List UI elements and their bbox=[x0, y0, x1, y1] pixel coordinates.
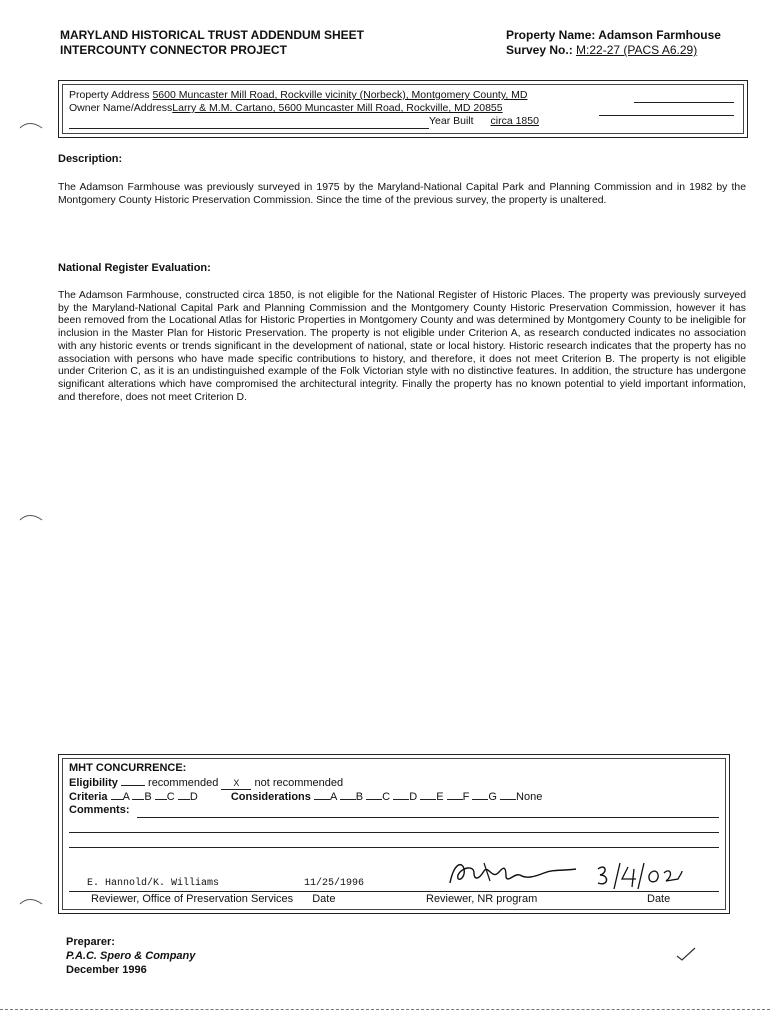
consideration-blank-d bbox=[393, 789, 409, 800]
preparer-company: P.A.C. Spero & Company bbox=[66, 950, 196, 962]
consideration-d: D bbox=[409, 791, 418, 803]
reviewer2-date-caption: Date bbox=[647, 893, 671, 905]
binding-mark-icon bbox=[18, 512, 46, 522]
year-value: circa 1850 bbox=[490, 115, 539, 127]
preparer-label: Preparer: bbox=[66, 936, 115, 948]
address-box bbox=[58, 80, 748, 138]
criteria-d: D bbox=[189, 791, 198, 803]
evaluation-heading: National Register Evaluation: bbox=[58, 262, 211, 274]
criteria-b: B bbox=[144, 791, 152, 803]
consideration-blank-a bbox=[314, 789, 330, 800]
owner-row bbox=[69, 102, 503, 115]
none-label: None bbox=[516, 791, 543, 803]
criteria-label: Criteria bbox=[69, 791, 108, 803]
comments-line-1 bbox=[137, 817, 719, 818]
concurrence-heading: MHT CONCURRENCE: bbox=[69, 762, 187, 774]
preparer-block bbox=[66, 935, 195, 977]
signature-line bbox=[69, 891, 719, 892]
consideration-blank-g bbox=[472, 789, 488, 800]
evaluation-text: The Adamson Farmhouse, constructed circa 1850, is not eligible for the National Register of Historic Places. The property was previously surveyed by the Maryland-National Capital Park and Planning Commission and the Montgomery County Historic Preservation Commission, however it has been removed from the Locational Atlas for Historic Properties in Montgomery County and was determined by Montgomery County to be ineligible for inclusion in the Master Plan for Historic Preservation. The property is not eligible under Criterion A, as research conducted indicates no association with any historic events or trends significant in the development of national, state or local history. Historic research indicates that the property has no association with persons who have made specific contributions to history, and therefore, it does not meet Criterion B. The property is not eligible under Criterion C, as it is an undistinguished example of the Folk Victorian style with no distinctive features. In addition, the structure has undergone significant alterations which have compromised the architectural integrity. Finally the property has no known potential to yield important information, and therefore, does not meet Criterion D. bbox=[58, 290, 746, 403]
criteria-blank-a bbox=[111, 789, 123, 800]
year-leading-line bbox=[69, 128, 429, 129]
criteria-a: A bbox=[122, 791, 130, 803]
owner-value: Larry & M.M. Cartano, 5600 Muncaster Mill Road, Rockville, MD 20855 bbox=[172, 102, 503, 114]
reviewer2-handwritten-date bbox=[594, 859, 684, 891]
property-name-row bbox=[506, 28, 721, 43]
address-value: 5600 Muncaster Mill Road, Rockville vicinity (Norbeck), Montgomery County, MD bbox=[152, 89, 528, 101]
eligibility-row bbox=[69, 775, 343, 790]
header-title-line1: MARYLAND HISTORICAL TRUST ADDENDUM SHEET bbox=[60, 28, 365, 42]
comments-line-3 bbox=[69, 847, 719, 848]
consideration-b: B bbox=[355, 791, 364, 803]
none-blank bbox=[500, 789, 516, 800]
not-recommended-mark: X bbox=[221, 779, 251, 790]
not-recommended-label: not recommended bbox=[254, 777, 344, 789]
year-row bbox=[429, 115, 553, 128]
consideration-c: C bbox=[382, 791, 391, 803]
property-name: Adamson Farmhouse bbox=[598, 28, 721, 42]
year-label: Year Built bbox=[429, 115, 474, 127]
survey-label: Survey No.: bbox=[506, 43, 573, 57]
description-heading: Description: bbox=[58, 153, 123, 165]
address-label: Property Address bbox=[69, 89, 150, 101]
binding-mark-icon bbox=[18, 120, 46, 130]
reviewer2-signature bbox=[444, 857, 584, 891]
consideration-blank-c bbox=[366, 789, 382, 800]
reviewer1-date-caption: Date bbox=[312, 893, 336, 905]
consideration-blank-b bbox=[340, 789, 356, 800]
criteria-blank-d bbox=[178, 789, 190, 800]
criteria-row bbox=[69, 789, 542, 803]
comments-label: Comments: bbox=[69, 804, 130, 816]
concurrence-box bbox=[58, 754, 730, 914]
description-text: The Adamson Farmhouse was previously surveyed in 1975 by the Maryland-National Capital Park and Planning Commission and in 1982 by the Montgomery County Historic Preservation Commission. Since the time of the previous survey, the property is unaltered. bbox=[58, 182, 746, 206]
reviewer1-date: 11/25/1996 bbox=[304, 878, 365, 889]
criteria-c: C bbox=[166, 791, 175, 803]
reviewer1-caption: Reviewer, Office of Preservation Services bbox=[91, 893, 294, 905]
header-title bbox=[60, 28, 364, 58]
consideration-blank-f bbox=[447, 789, 463, 800]
consideration-a: A bbox=[329, 791, 337, 803]
header-title-line2: INTERCOUNTY CONNECTOR PROJECT bbox=[60, 43, 287, 57]
criteria-blank-c bbox=[155, 789, 167, 800]
consideration-e: E bbox=[436, 791, 444, 803]
recommended-label: recommended bbox=[148, 777, 219, 789]
binding-mark-icon bbox=[18, 896, 46, 906]
reviewer1-name: E. Hannold/K. Williams bbox=[87, 878, 220, 889]
check-mark-icon bbox=[675, 946, 697, 962]
header-property bbox=[506, 28, 721, 58]
consideration-f: F bbox=[462, 791, 470, 803]
eligibility-label: Eligibility bbox=[69, 777, 118, 789]
property-name-label: Property Name: bbox=[506, 28, 596, 42]
survey-row bbox=[506, 43, 721, 58]
owner-label: Owner Name/Address bbox=[69, 102, 173, 114]
consideration-blank-e bbox=[420, 789, 436, 800]
owner-line bbox=[599, 115, 734, 116]
preparer-date: December 1996 bbox=[66, 964, 147, 976]
comments-line-2 bbox=[69, 832, 719, 833]
criteria-blank-b bbox=[132, 789, 144, 800]
survey-number: M:22-27 (PACS A6.29) bbox=[576, 43, 698, 57]
reviewer1-caption-row bbox=[91, 893, 335, 905]
reviewer2-caption: Reviewer, NR program bbox=[426, 893, 538, 905]
considerations-label: Considerations bbox=[230, 791, 311, 803]
eligibility-recommended-blank bbox=[121, 775, 145, 786]
page-bottom-edge bbox=[0, 1009, 770, 1010]
address-line bbox=[634, 102, 734, 103]
address-row bbox=[69, 89, 527, 102]
consideration-g: G bbox=[488, 791, 497, 803]
